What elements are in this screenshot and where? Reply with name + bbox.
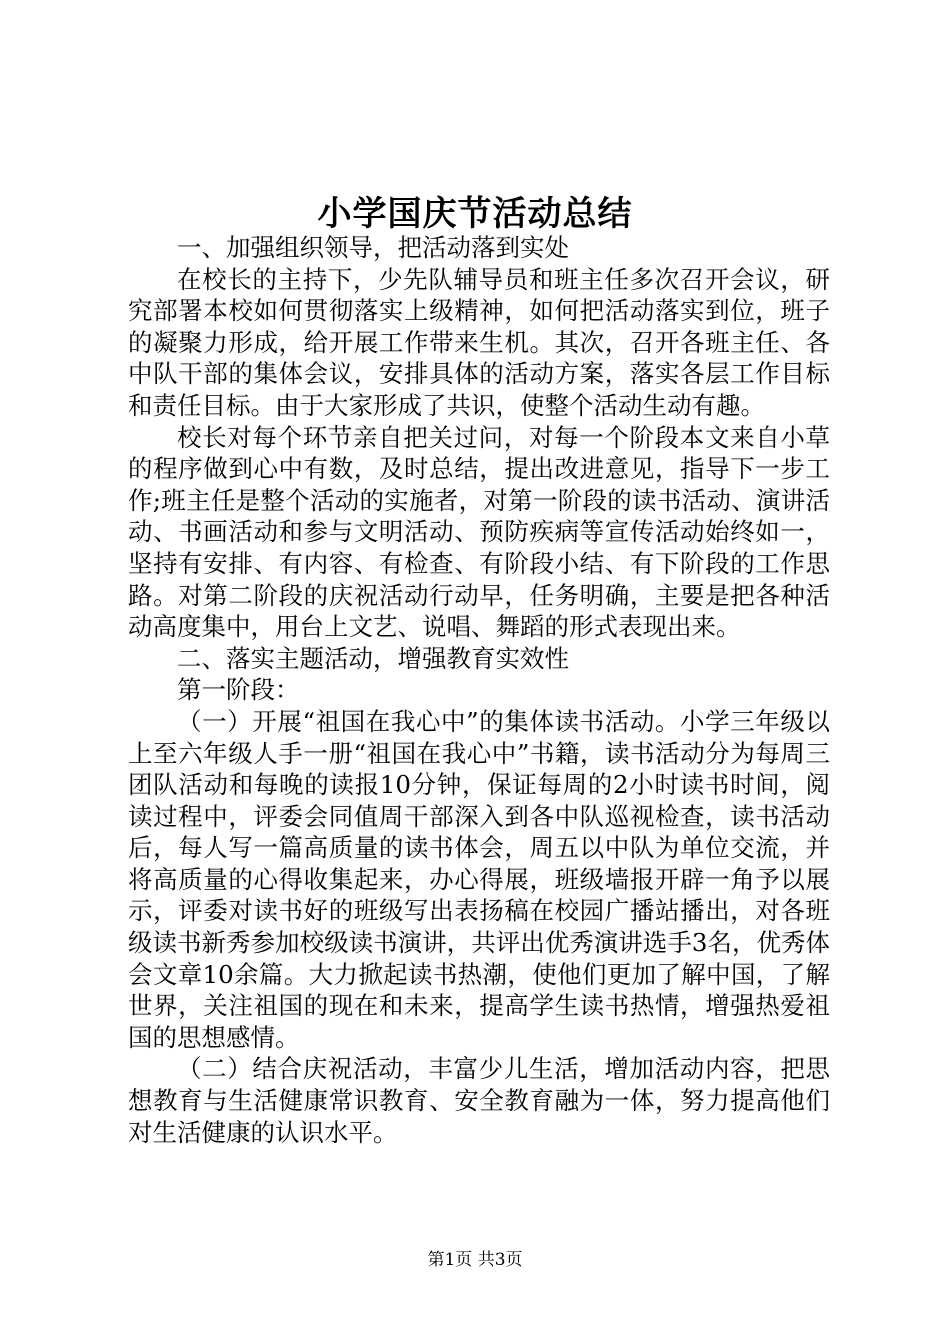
stage-heading: 第一阶段： [177, 675, 300, 705]
document-body [128, 232, 830, 1148]
paragraph: 在校长的主持下，少先队辅导员和班主任多次召开会议，研究部署本校如何贯彻落实上级精神，如何把活动落实到位，班子的凝聚力形成，给开展工作带来生机。其次，召开各班主任、各中队干部的集体会议，安排具体的活动方案，落实各层工作目标和责任目标。由于大家形成了共识，使整个活动生动有趣。 [128, 264, 830, 420]
page-footer: 第1页 共3页 [427, 1250, 523, 1270]
paragraph: （二）结合庆祝活动，丰富少儿生活，增加活动内容，把思想教育与生活健康常识教育、安全教育融为一体，努力提高他们对生活健康的认识水平。 [128, 1054, 830, 1147]
section-heading-1: 一、加强组织领导，把活动落到实处 [177, 233, 569, 262]
section-heading-2: 二、落实主题活动，增强教育实效性 [177, 643, 569, 673]
paragraph: （一）开展“祖国在我心中”的集体读书活动。小学三年级以上至六年级人手一册“祖国在我心中”书籍，读书活动分为每周三团队活动和每晚的读报10分钟，保证每周的2小时读书时间，阅读过程中，评委会同值周干部深入到各中队巡视检查，读书活动后，每人写一篇高质量的读书体会，周五以中队为单位交流，并将高质量的心得收集起来，办心得展，班级墙报开辟一角予以展示，评委对读书好的班级写出表扬稿在校园广播站播出，对各班级读书新秀参加校级读书演讲，共评出优秀演讲选手3名，优秀体会文章10余篇。大力掀起读书热潮，使他们更加了解中国，了解世界，关注祖国的现在和未来，提高学生读书热情，增强热爱祖国的思想感情。 [128, 706, 830, 1052]
document-title: 小学国庆节活动总结 [317, 194, 633, 234]
paragraph: 校长对每个环节亲自把关过问，对每一个阶段本文来自小草的程序做到心中有数，及时总结，提出改进意见，指导下一步工作;班主任是整个活动的实施者，对第一阶段的读书活动、演讲活动、书画活动和参与文明活动、预防疾病等宣传活动始终如一，坚持有安排、有内容、有检查、有阶段小结、有下阶段的工作思路。对第二阶段的庆祝活动行动早，任务明确，主要是把各种活动高度集中，用台上文艺、说唱、舞蹈的形式表现出来。 [128, 422, 830, 642]
